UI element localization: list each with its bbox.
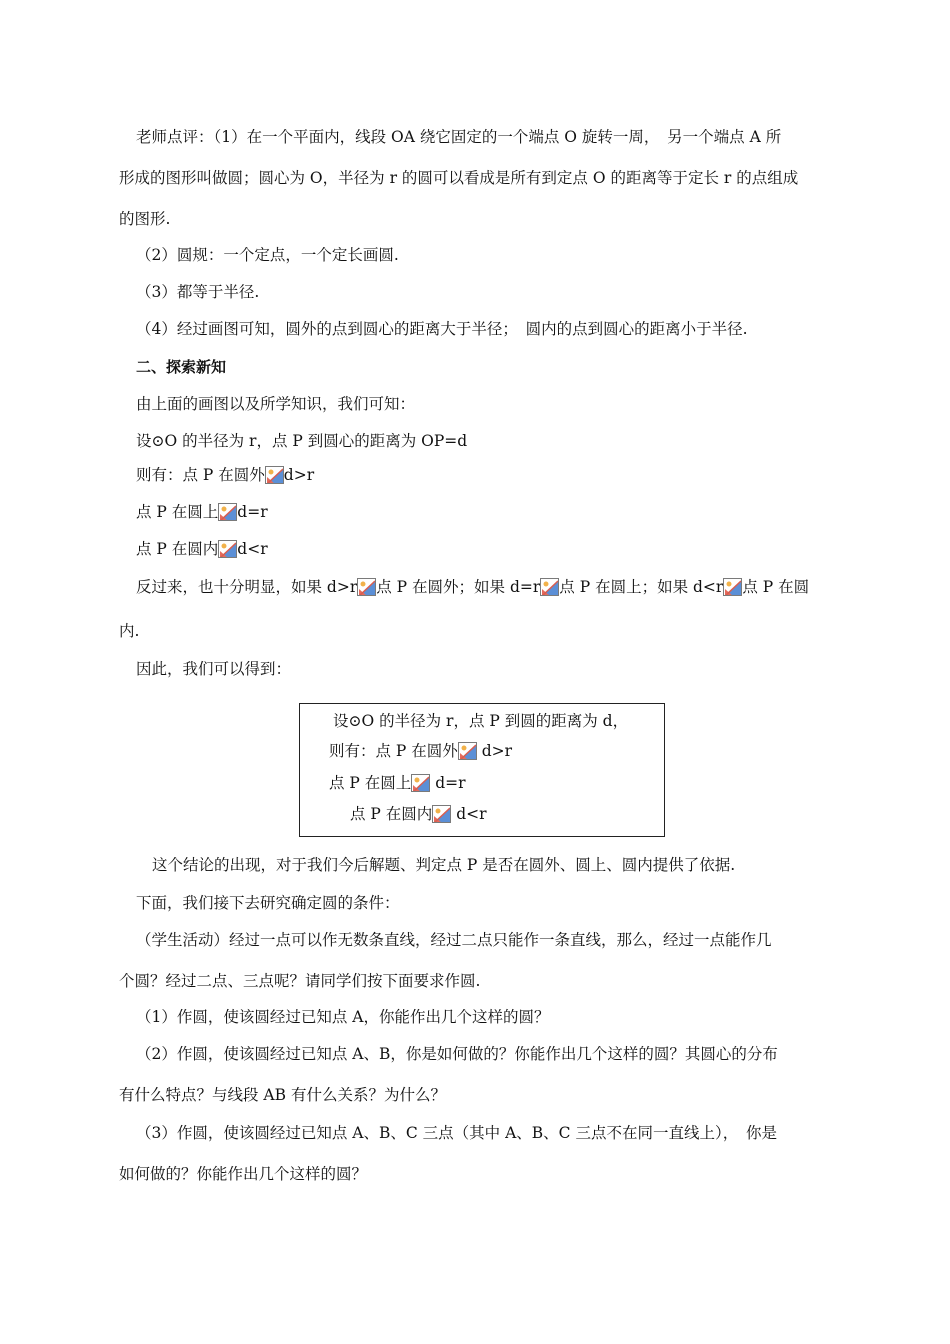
converse-b: 点 P 在圆外；如果 d=r bbox=[376, 578, 541, 596]
intro-text: 由上面的画图以及所学知识，我们可知： bbox=[136, 395, 416, 413]
broken-image-icon bbox=[458, 742, 477, 760]
section-title: 二、探索新知 bbox=[136, 358, 227, 376]
box-rel2-post: d=r bbox=[435, 774, 466, 792]
next-text: 下面，我们接下去研究确定圆的条件： bbox=[136, 894, 400, 912]
relation-inside bbox=[136, 539, 268, 559]
relation-outside-pre: 则有：点 P 在圆外 bbox=[136, 466, 265, 484]
box-rel1-pre: 则有：点 P 在圆外 bbox=[329, 742, 458, 760]
item-3: （3）都等于半径. bbox=[136, 283, 260, 301]
question-3-line2: 如何做的？你能作出几个这样的圆？ bbox=[119, 1165, 368, 1183]
box-rel1-post: d>r bbox=[481, 742, 513, 760]
box-rel3-post: d<r bbox=[456, 805, 487, 823]
relation-outside-post: d>r bbox=[283, 466, 315, 484]
broken-image-icon bbox=[357, 578, 376, 596]
relation-outside bbox=[136, 465, 314, 485]
broken-image-icon bbox=[723, 578, 742, 596]
activity-line2: 个圆？经过二点、三点呢？请同学们按下面要求作圆. bbox=[119, 972, 481, 990]
broken-image-icon bbox=[411, 774, 430, 792]
converse-a: 反过来，也十分明显，如果 d>r bbox=[136, 578, 358, 596]
converse-line1 bbox=[136, 577, 809, 597]
relation-on-pre: 点 P 在圆上 bbox=[136, 503, 219, 521]
relation-on-post: d=r bbox=[237, 503, 268, 521]
para1-line1: 老师点评：（1）在一个平面内，线段 OA 绕它固定的一个端点 O 旋转一周， 另一个端点 A 所 bbox=[136, 128, 782, 146]
item-4: （4）经过画图可知，圆外的点到圆心的距离大于半径； 圆内的点到圆心的距离小于半径. bbox=[136, 320, 748, 338]
activity-line1: （学生活动）经过一点可以作无数条直线，经过二点只能作一条直线，那么，经过一点能作几 bbox=[136, 931, 772, 949]
broken-image-icon bbox=[265, 466, 284, 484]
para1-line3: 的图形. bbox=[119, 210, 171, 228]
question-2-line1: （2）作圆，使该圆经过已知点 A、B，你是如何做的？你能作出几个这样的圆？其圆心的分布 bbox=[136, 1045, 778, 1063]
conclusion-text: 这个结论的出现，对于我们今后解题、判定点 P 是否在圆外、圆上、圆内提供了依据. bbox=[152, 856, 736, 874]
item-2: （2）圆规：一个定点，一个定长画圆. bbox=[136, 246, 399, 264]
para1-line2: 形成的图形叫做圆；圆心为 O，半径为 r 的圆可以看成是所有到定点 O 的距离等于定长 r 的点组成 bbox=[119, 169, 799, 187]
broken-image-icon bbox=[218, 503, 237, 521]
setup-text: 设⊙O 的半径为 r，点 P 到圆心的距离为 OP=d bbox=[136, 432, 468, 450]
question-2-line2: 有什么特点？与线段 AB 有什么关系？为什么？ bbox=[119, 1086, 446, 1104]
broken-image-icon bbox=[540, 578, 559, 596]
therefore-text: 因此，我们可以得到： bbox=[136, 660, 292, 678]
question-3-line1: （3）作圆，使该圆经过已知点 A、B、C 三点（其中 A、B、C 三点不在同一直线上）， 你是 bbox=[136, 1124, 777, 1142]
broken-image-icon bbox=[432, 805, 451, 823]
box-line1: 设⊙O 的半径为 r，点 P 到圆的距离为 d， bbox=[333, 712, 629, 730]
box-relation-inside bbox=[350, 804, 487, 824]
converse-c: 点 P 在圆上；如果 d<r bbox=[559, 578, 724, 596]
question-1: （1）作圆，使该圆经过已知点 A，你能作出几个这样的圆？ bbox=[136, 1008, 550, 1026]
relation-inside-post: d<r bbox=[237, 540, 268, 558]
converse-d: 点 P 在圆 bbox=[742, 578, 810, 596]
box-relation-on bbox=[329, 773, 466, 793]
relation-on bbox=[136, 502, 268, 522]
converse-line2: 内. bbox=[119, 622, 140, 640]
box-relation-outside bbox=[329, 741, 512, 761]
conclusion-box bbox=[299, 703, 665, 837]
box-rel3-pre: 点 P 在圆内 bbox=[350, 805, 433, 823]
relation-inside-pre: 点 P 在圆内 bbox=[136, 540, 219, 558]
box-rel2-pre: 点 P 在圆上 bbox=[329, 774, 412, 792]
broken-image-icon bbox=[218, 540, 237, 558]
